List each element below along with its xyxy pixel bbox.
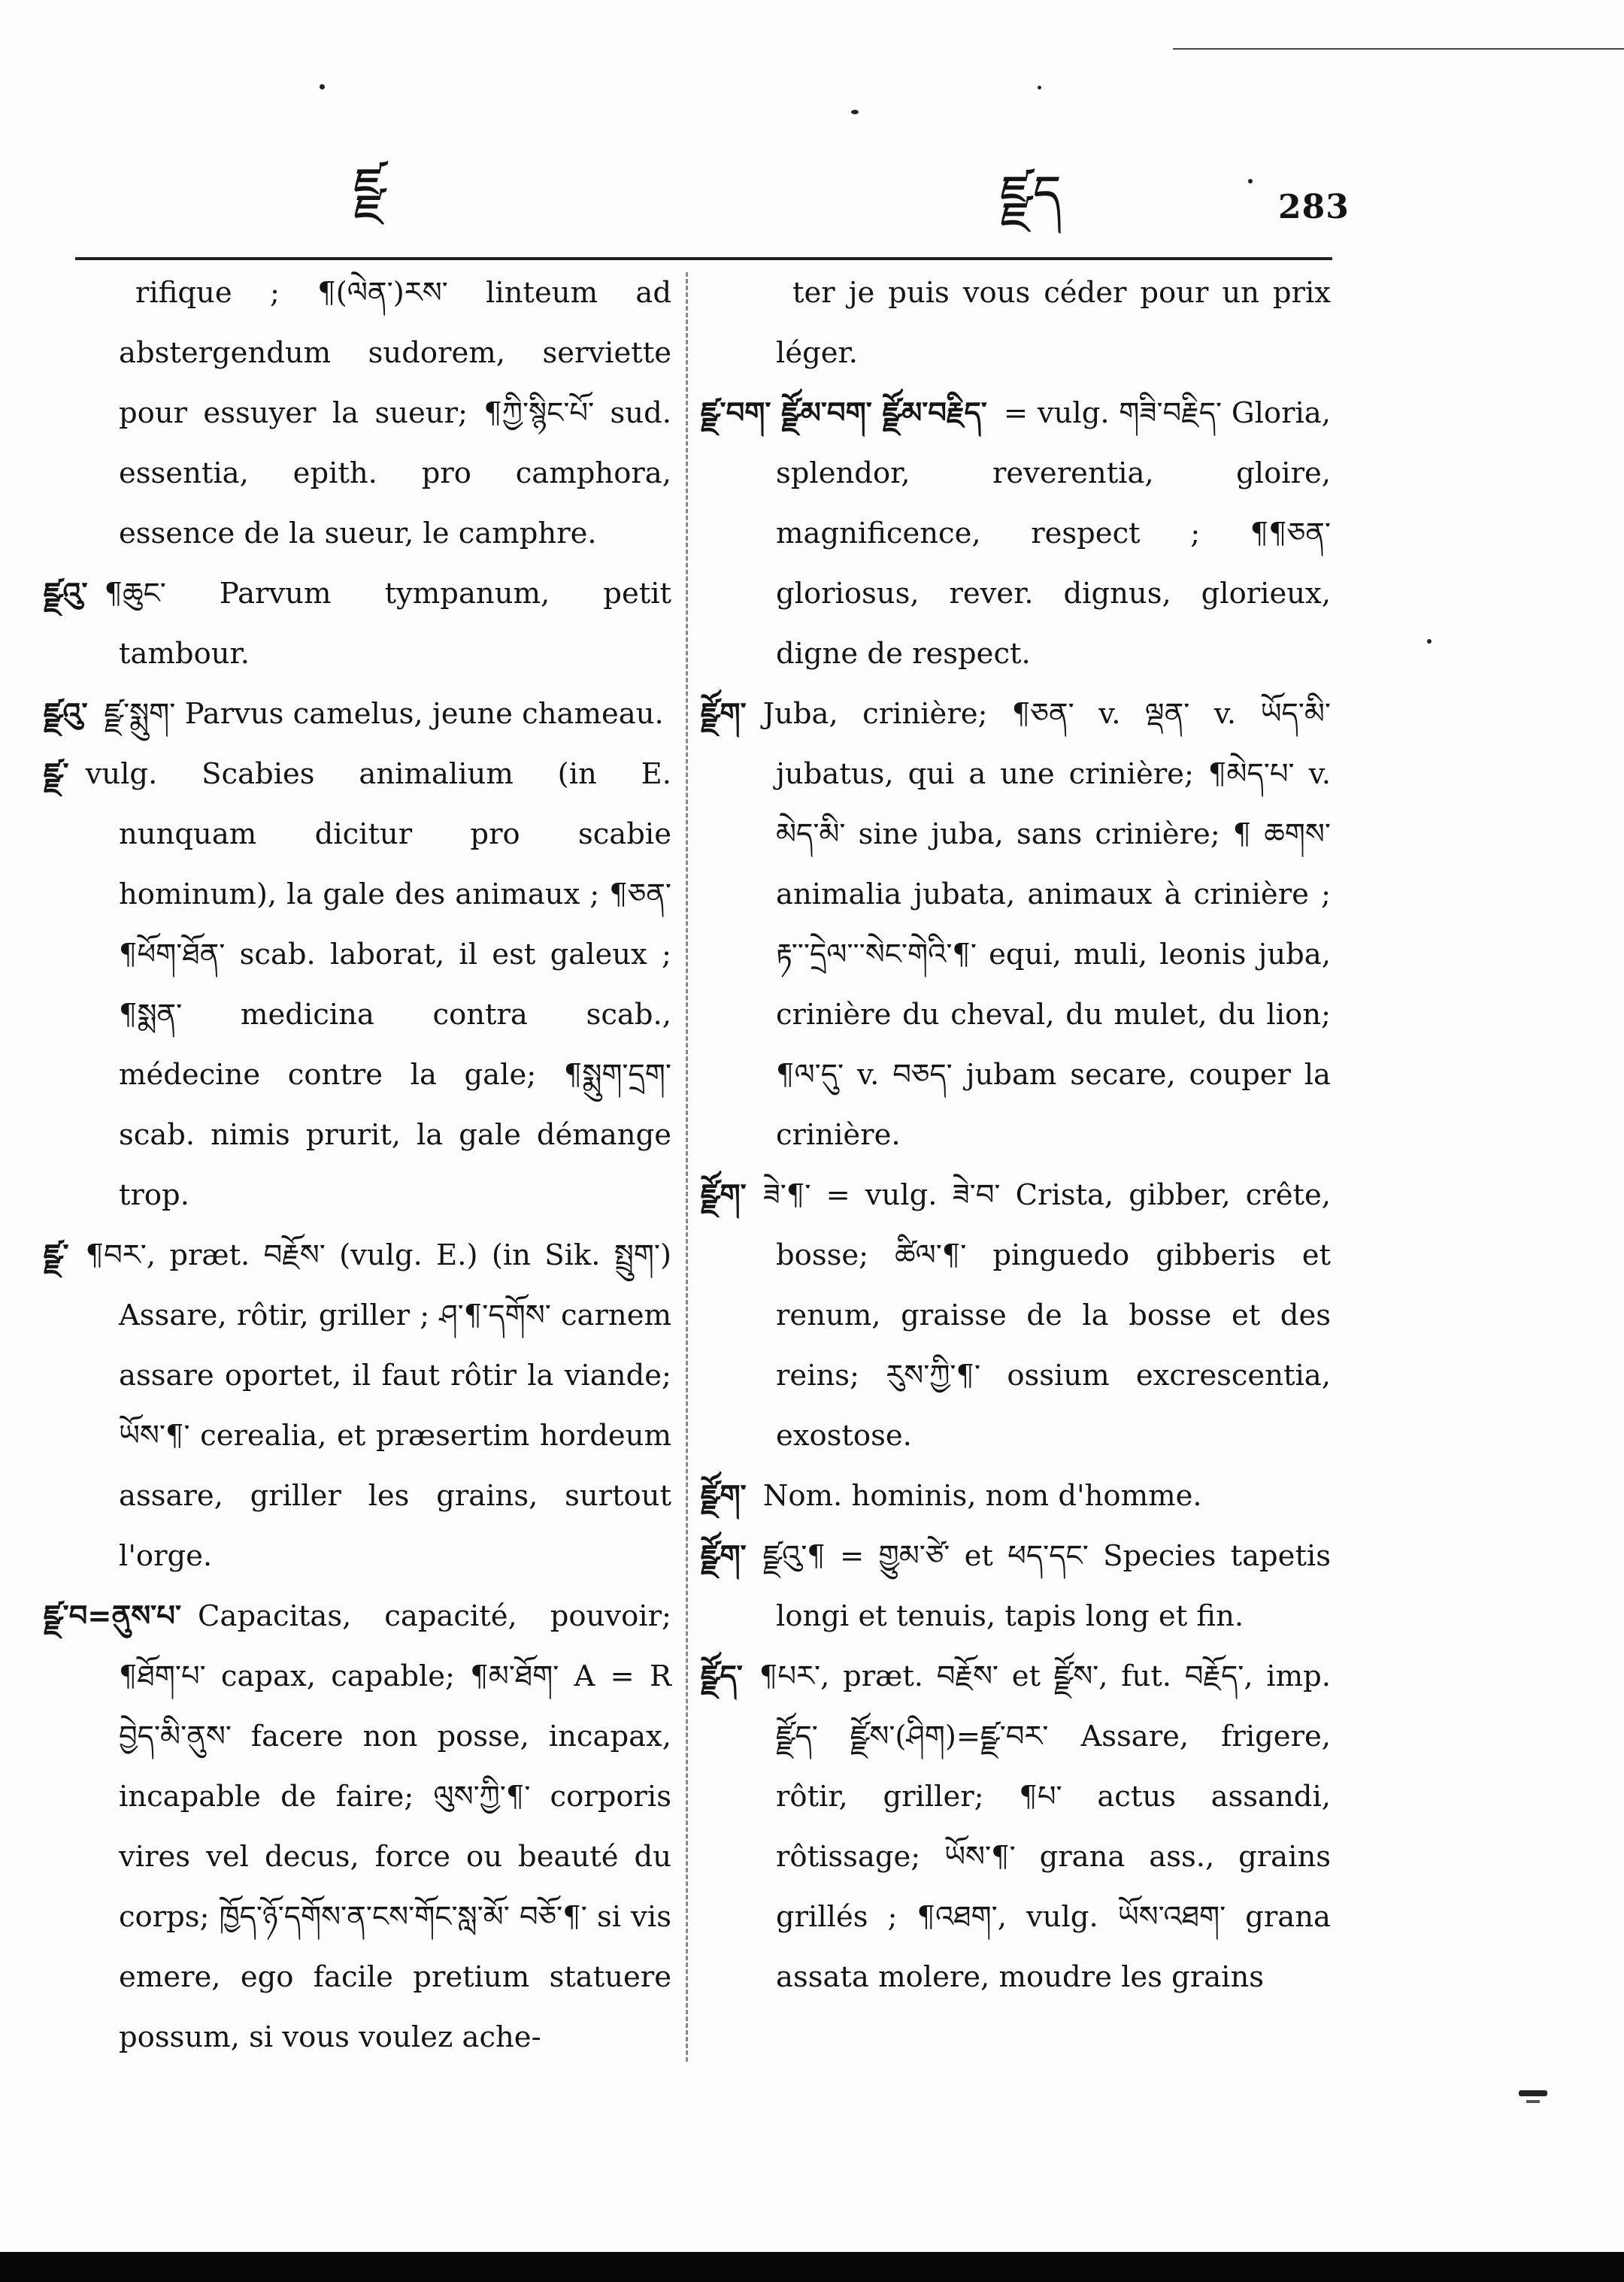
entry-text: ¶བར་, præt. བརྗོས་ (vulg. E.) (in Sik. སྤྲུག་) Assare, rôtir, griller ; ཤ་¶་དགོས་ carnem assare oportet, il faut rôtir la viande; ཡོས་¶་ cerealia, et præsertim hordeum assare, griller les grains, surtout l'orge. bbox=[85, 1238, 671, 1573]
entry-headword: ཛྫ་བག་ ཛྫོམ་བག་ ཛྫོམ་བརྗིད་ bbox=[701, 396, 987, 430]
header-left-letter: ཛྫ bbox=[353, 157, 386, 215]
entry-text: Nom. hominis, nom d'homme. bbox=[762, 1479, 1202, 1513]
entry-text: ཟེ་¶་ = vulg. ཟེ་བ་ Crista, gibber, crête, bosse; ཚིལ་¶་ pinguedo gibberis et renum, graisse de la bosse et des reins; རུས་ཀྱི་¶་ ossium excrescentia, exostose. bbox=[762, 1178, 1331, 1453]
entry-headword: ཛྫོག་ bbox=[701, 697, 747, 731]
entry-text: ¶པར་, præt. བརྗོས་ et ཛྫོས་, fut. བརྗོད་, imp. ཛྫོད་ ཛྫོས་(ཤིག)=ཛྫ་བར་ Assare, frigere, rôtir, griller; ¶པ་ actus assandi, rôtissage; ཡོས་¶་ grana ass., grains grillés ; ¶འཐག་, vulg. ཡོས་འཐག་ grana assata molere, moudre les grains bbox=[759, 1659, 1331, 1994]
right-column bbox=[701, 263, 1331, 2008]
print-speck bbox=[1248, 179, 1253, 183]
dictionary-entry bbox=[44, 744, 671, 1226]
header-rule bbox=[75, 257, 1332, 260]
entry-headword: ཛྫོག་ bbox=[701, 1539, 747, 1573]
entry-headword: ཛྫོག་ bbox=[701, 1479, 747, 1513]
dictionary-entry bbox=[701, 263, 1331, 383]
left-column bbox=[44, 263, 671, 2068]
scan-bottom-edge bbox=[0, 2252, 1624, 2282]
entry-text: ཛྫའུ་¶ = གྱུམ་ཙེ་ et ཕད་དང་ Species tapetis longi et tenuis, tapis long et fin. bbox=[762, 1539, 1331, 1633]
entry-headword: ཛྫའུ་ bbox=[44, 577, 88, 611]
entry-text: Capacitas, capacité, pouvoir; ¶ཐོག་པ་ capax, capable; ¶མ་ཐོག་ A = R བྱེད་མི་ནུས་ facere non posse, incapax, incapable de faire; ལུས་ཀྱི་¶་ corporis vires vel decus, force ou beauté du corps; ཁྱོད་ཉོ་དགོས་ན་ངས་གོང་སླ་མོ་ བཅོ་¶་ si vis emere, ego facile pretium statuere possum, si vous voulez ache- bbox=[119, 1599, 671, 2054]
ink-mark bbox=[1519, 2090, 1547, 2096]
dictionary-entry bbox=[701, 1526, 1331, 1647]
entry-headword: ཛྫ་ bbox=[44, 757, 69, 791]
entry-headword: ཛྫ་ bbox=[44, 1238, 69, 1272]
print-speck bbox=[1038, 86, 1041, 89]
dictionary-entry bbox=[44, 684, 671, 744]
dictionary-entry bbox=[44, 1226, 671, 1586]
dictionary-entry bbox=[701, 684, 1331, 1165]
dictionary-entry bbox=[701, 1647, 1331, 2008]
entry-headword: ཛྫ་བ=ནུས་པ་ bbox=[44, 1599, 182, 1633]
print-speck bbox=[851, 110, 859, 114]
print-speck bbox=[320, 84, 325, 89]
dictionary-entry bbox=[44, 263, 671, 564]
top-edge-line bbox=[1173, 48, 1624, 50]
column-divider bbox=[686, 272, 688, 2062]
dictionary-entry bbox=[701, 383, 1331, 684]
header-center-word: ཛྫད bbox=[1000, 165, 1062, 223]
entry-headword: ཛྫའུ་ bbox=[44, 697, 88, 731]
print-speck bbox=[1427, 639, 1432, 644]
entry-headword: ཛྫོད་ bbox=[701, 1659, 743, 1693]
entry-text: rifique ; ¶(ལེན་)རས་ linteum ad abstergendum sudorem, serviette pour essuyer la sueur; ¶ཀྱི་སྙིང་པོ་ sud. essentia, epith. pro camphora, essence de la sueur, le camphre. bbox=[119, 276, 671, 550]
entry-headword: ཛྫོག་ bbox=[701, 1178, 747, 1212]
page-number: 283 bbox=[1278, 188, 1350, 226]
dictionary-entry bbox=[701, 1165, 1331, 1466]
dictionary-entry bbox=[44, 564, 671, 684]
entry-text: ter je puis vous céder pour un prix léger. bbox=[776, 276, 1331, 370]
dictionary-entry bbox=[44, 1586, 671, 2068]
entry-text: = vulg. གཟི་བརྗིད་ Gloria, splendor, reverentia, gloire, magnificence, respect ; ¶¶ཅན་ gloriosus, rever. dignus, glorieux, digne de respect. bbox=[776, 396, 1331, 671]
entry-text: ཛྫ་སྨུག་ Parvus camelus, jeune chameau. bbox=[104, 697, 664, 731]
entry-text: vulg. Scabies animalium (in E. nunquam dicitur pro scabie hominum), la gale des animaux ; ¶ཅན་ ¶ཕོག་ཐོན་ scab. laborat, il est galeux ; ¶སྨན་ medicina contra scab., médecine contre la gale; ¶སྨུག་དྲག་ scab. nimis prurit, la gale démange trop. bbox=[85, 757, 671, 1212]
entry-text: Juba, crinière; ¶ཅན་ v. ལྡན་ v. ཡོད་མི་ jubatus, qui a une crinière; ¶མེད་པ་ v. མེད་མི་ sine juba, sans crinière; ¶ ཆགས་ animalia jubata, animaux à crinière ; རྟ་་་དྲེལ་་་སེང་གེའི་¶་ equi, muli, leonis juba, crinière du cheval, du mulet, du lion; ¶ལ་དུ་ v. བཅད་ jubam secare, couper la crinière. bbox=[762, 697, 1331, 1152]
dictionary-entry bbox=[701, 1466, 1331, 1526]
entry-text: ¶ཆུང་ Parvum tympanum, petit tambour. bbox=[104, 577, 671, 671]
ink-mark bbox=[1526, 2100, 1540, 2103]
